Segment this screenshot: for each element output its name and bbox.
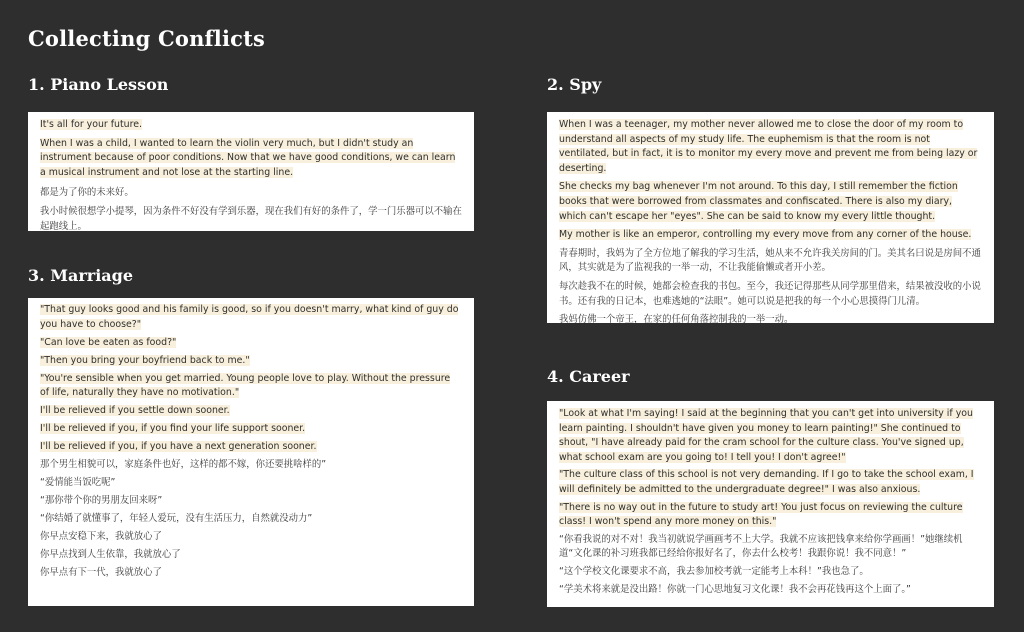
- zh-paragraph: “这个学校文化课要求不高，我去参加校考就一定能考上本科！”我也急了。: [559, 565, 869, 577]
- en-paragraph: It's all for your future.: [40, 119, 143, 130]
- en-paragraph: "The culture class of this school is not very demanding. If I go to take the school exam, I will definitely be admitted to the undergraduate degree!" I was also anxious.: [559, 469, 974, 495]
- section-heading-marriage: 3. Marriage: [28, 266, 134, 285]
- en-paragraph: I'll be relieved if you, if you find your life support sooner.: [40, 423, 306, 435]
- en-paragraph: When I was a child, I wanted to learn the violin very much, but I didn't study an instrument because of poor conditions. Now that we have good conditions, we can learn a musical instrument and not lose at the starting line.: [40, 137, 456, 178]
- en-paragraph: "Look at what I'm saying! I said at the beginning that you can't get into university if you learn painting. I shouldn't have given you money to learn painting!" She continued to shout, "I have already paid for the cram school for the culture class. You've signed up, what school exam are you going to! I tell you! I don't agree!": [559, 408, 973, 463]
- zh-paragraph: “你看我说的对不对！我当初就说学画画考不上大学。我就不应该把钱拿来给你学画画！”她继续机道“文化课的补习班我都已经给你报好名了，你去什么校考！我跟你说！我不同意！”: [559, 533, 963, 560]
- zh-paragraph: 每次趁我不在的时候，她都会检查我的书包。至今，我还记得那些从同学那里借来，结果被没收的小说书。还有我的日记本，也难逃她的“法眼”。她可以说是把我的每一个小心思摸得门儿清。: [559, 280, 981, 307]
- en-paragraph: When I was a teenager, my mother never allowed me to close the door of my room to understand all aspects of my study life. The euphemism is that the room is not ventilated, but in fact, it is to monitor my every move and prevent me from being lazy or deserting.: [559, 119, 978, 174]
- zh-paragraph: “学美术将来就是没出路！你就一门心思地复习文化课！我不会再花钱再这个上面了。”: [559, 583, 911, 595]
- section-heading-spy: 2. Spy: [547, 75, 602, 94]
- zh-paragraph: 你早点找到人生依靠，我就放心了: [40, 549, 181, 560]
- zh-paragraph: “那你带个你的男朋友回来呀”: [40, 495, 163, 507]
- en-paragraph: I'll be relieved if you settle down sooner.: [40, 405, 230, 417]
- piano-lesson-card: [28, 112, 474, 231]
- zh-paragraph: 你早点安稳下来，我就放心了: [40, 531, 162, 543]
- marriage-card: [28, 298, 474, 606]
- zh-paragraph: “爱情能当饭吃呢”: [40, 477, 116, 489]
- section-heading-piano-lesson: 1. Piano Lesson: [28, 75, 169, 94]
- zh-paragraph: 都是为了你的未来好。: [40, 187, 134, 199]
- zh-paragraph: 我小时候很想学小提琴，因为条件不好没有学到乐器，现在我们有好的条件了，学一门乐器可以不输在起跑线上。: [40, 205, 462, 232]
- zh-paragraph: 你早点有下一代，我就放心了: [40, 566, 162, 578]
- en-paragraph: "That guy looks good and his family is good, so if you doesn't marry, what kind of guy do you have to choose?": [40, 304, 459, 330]
- career-card: [547, 401, 994, 607]
- section-heading-career: 4. Career: [547, 367, 630, 386]
- en-paragraph: I'll be relieved if you, if you have a next generation sooner.: [40, 441, 317, 453]
- zh-paragraph: 青春期时，我妈为了全方位地了解我的学习生活，她从来不允许我关房间的门。美其名曰说是房间不通风，其实就是为了监视我的一举一动，不让我能偷懒或者开小差。: [559, 247, 981, 274]
- spy-card: [547, 112, 994, 326]
- zh-paragraph: 我妈仿佛一个帝王，在家的任何角落控制我的一举一动。: [559, 314, 794, 326]
- en-paragraph: "Then you bring your boyfriend back to me.": [40, 354, 250, 366]
- en-paragraph: My mother is like an emperor, controlling my every move from any corner of the house.: [559, 229, 972, 241]
- en-paragraph: "You're sensible when you get married. Young people love to play. Without the pressure of life, naturally they have no motivation.": [40, 372, 451, 399]
- page-title: Collecting Conflicts: [28, 26, 266, 51]
- zh-paragraph: 那个男生相貌可以，家庭条件也好，这样的都不嫁，你还要挑啥样的”: [40, 459, 327, 471]
- zh-paragraph: “你结婚了就懂事了，年轻人爱玩，没有生活压力，自然就没动力”: [40, 513, 313, 525]
- en-paragraph: She checks my bag whenever I'm not around. To this day, I still remember the fiction books that were borrowed from classmates and confiscated. There is also my diary, which can't escape her "eyes". She can be said to know my every little thought.: [559, 181, 958, 222]
- en-paragraph: "There is no way out in the future to study art! You just focus on reviewing the culture class! I won't spend any more money on this.": [559, 501, 963, 528]
- en-paragraph: "Can love be eaten as food?": [40, 336, 177, 348]
